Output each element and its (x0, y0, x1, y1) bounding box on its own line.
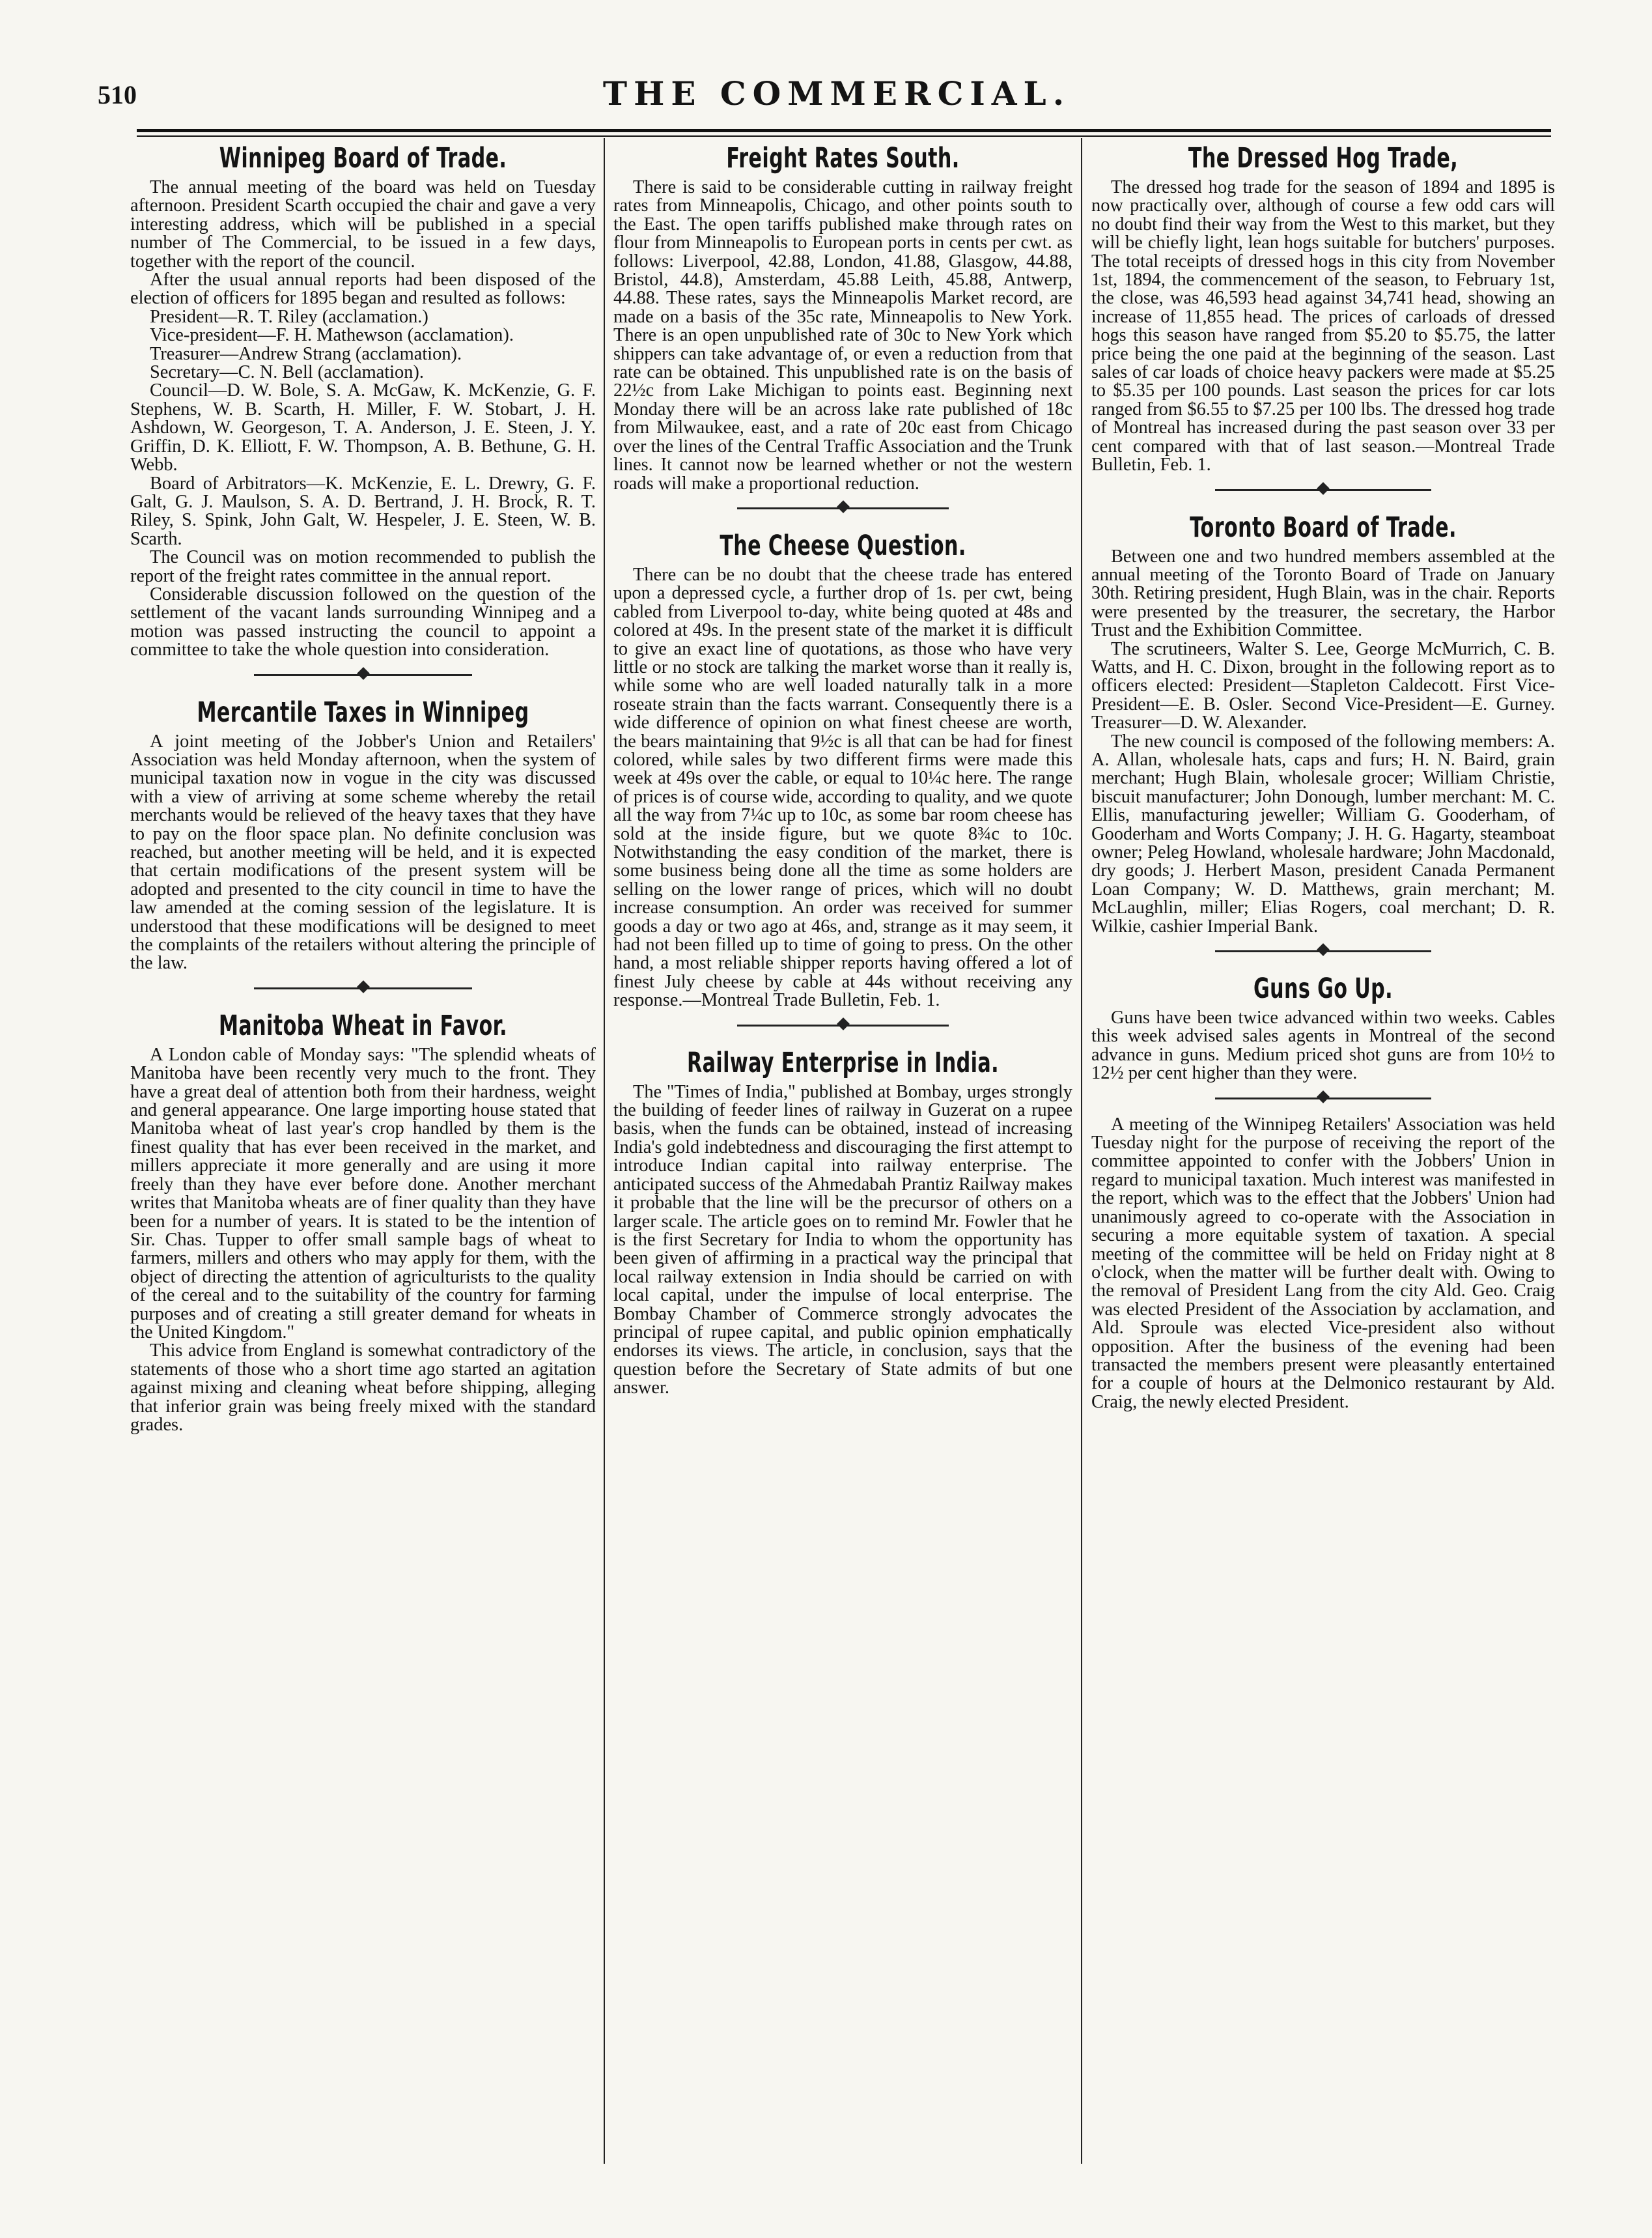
article-winnipeg-retailers-meeting (1091, 1116, 1555, 1412)
paragraph: The annual meeting of the board was held on Tuesday afternoon. President Scarth occupied the chair and gave a very interesting address, which will be published in a special number of The Commercial, to be issued in a few days, together with the report of the council. (130, 177, 596, 272)
article-cheese-question (613, 530, 1072, 1010)
article-title: Railway Enterprise in India. (687, 1046, 999, 1079)
article-title: Manitoba Wheat in Favor. (218, 1009, 508, 1042)
paragraph: Board of Arbitrators—K. McKenzie, E. L. Drewry, G. F. Galt, G. J. Maulson, S. A. D. Bertrand, J. H. Brock, R. T. Riley, S. Spink, John Galt, W. Hespeler, J. E. Steen, W. B. Scarth. (130, 473, 596, 549)
article-title: The Dressed Hog Trade, (1188, 142, 1459, 175)
article-title: Toronto Board of Trade. (1190, 511, 1457, 544)
article-railway-enterprise-india (613, 1047, 1072, 1398)
article-title: The Cheese Question. (720, 529, 966, 562)
page-number: 510 (98, 80, 137, 109)
paragraph: Vice-president—F. H. Mathewson (acclamation). (150, 325, 514, 346)
section-separator (1091, 936, 1555, 969)
paragraph: After the usual annual reports had been disposed of the election of officers for 1895 began and resulted as follows: (130, 270, 596, 309)
article-freight-rates-south (613, 142, 1072, 493)
paragraph: Guns have been twice advanced within two weeks. Cables this week advised sales agents in Montreal of the second advance in guns. Medium priced shot guns are from 10½ to 12½ per cent higher than they were. (1091, 1008, 1555, 1084)
paragraph: This advice from England is somewhat contradictory of the statements of those who a short time ago started an agitation against mixing and cleaning wheat before shipping, alleging that inferior grain was being freely mixed with the standard grades. (130, 1340, 596, 1435)
paragraph: Council—D. W. Bole, S. A. McGaw, K. McKenzie, G. F. Stephens, W. B. Scarth, H. Miller, F. W. Stobart, J. H. Ashdown, W. Georgeson, T. A. Anderson, J. E. Steen, J. Y. Griffin, D. K. Elliott, F. W. Thompson, A. B. Bethune, G. H. Webb. (130, 380, 596, 475)
article-title: Guns Go Up. (1253, 972, 1393, 1006)
paragraph: A joint meeting of the Jobber's Union and Retailers' Association was held Monday afternoon, when the system of municipal taxation now in vogue in the city was discussed with a view of arriving at some scheme whereby the retail merchants would be relieved of the heavy taxes that they have to pay on the floor space plan. No definite conclusion was reached, but another meeting will be held, and it is expected that certain modifications of the present system will be adopted and presented to the city council in time to have the law amended at the coming session of the legislature. It is understood that these modifications will be designed to meet the complaints of the retailers without altering the principle of the law. (130, 731, 596, 974)
header-rule (137, 129, 1551, 132)
article-toronto-board-of-trade (1091, 511, 1555, 937)
section-separator (613, 493, 1072, 526)
paragraph: A London cable of Monday says: "The splendid wheats of Manitoba have been recently very much to the front. They have a great deal of attention both from their hardness, weight and general appearance. One large importing house stated that Manitoba wheat of last year's crop handled by them is the finest quality that has ever been received in the market, and millers appreciate it more generally and are using it more freely than they have ever before done. Another merchant writes that Manitoba wheats are of finer quality than they have been for a number of years. It is stated to be the intention of Sir. Chas. Tupper to offer small sample bags of wheat to farmers, millers and others who may apply for them, with the object of directing the attention of agriculturists to the quality of the cereal and to the suitability of the country for farming purposes and of creating a still greater demand for wheats in the United Kingdom." (130, 1044, 596, 1342)
section-separator (130, 973, 596, 1006)
paragraph: Between one and two hundred members assembled at the annual meeting of the Toronto Board of Trade on January 30th. Retiring president, Hugh Blain, was in the chair. Reports were presented by the treasurer, the secretary, the Harbor Trust and the Exhibition Committee. (1091, 546, 1555, 641)
paragraph: The new council is composed of the following members: A. A. Allan, wholesale hats, caps and furs; H. N. Baird, grain merchant; Hugh Blain, wholesale grocer; William Christie, biscuit manufacturer; John Donough, lumber merchant: M. C. Ellis, manufacturing jeweller; William G. Gooderham, of Gooderham and Worts Company; J. H. G. Hagarty, steamboat owner; Peleg Howland, wholesale hardware; John Macdonald, dry goods; J. Herbert Mason, president Canada Permanent Loan Company; W. D. Matthews, grain merchant; M. McLaughlin, miller; Elias Rogers, coal merchant; D. R. Wilkie, cashier Imperial Bank. (1091, 731, 1555, 937)
paragraph: The scrutineers, Walter S. Lee, George McMurrich, C. B. Watts, and H. C. Dixon, brought in the following report as to officers elected: President—Stapleton Caldecott. First Vice-President—E. B. Osler. Second Vice-President—E. Gurney. Treasurer—D. W. Alexander. (1091, 638, 1555, 733)
section-separator (1091, 1083, 1555, 1116)
article-winnipeg-board-of-trade (130, 142, 596, 660)
section-separator (613, 1010, 1072, 1043)
article-title: Mercantile Taxes in Winnipeg (197, 696, 529, 729)
column-divider (1081, 138, 1082, 2164)
article-guns-go-up (1091, 972, 1555, 1083)
header-rule-thin (137, 135, 1551, 137)
article-manitoba-wheat (130, 1010, 596, 1435)
article-mercantile-taxes (130, 696, 596, 973)
column-divider (604, 138, 605, 2164)
paragraph: The "Times of India," published at Bombay, urges strongly the building of feeder lines of railway in Guzerat on a rupee basis, when the funds can be obtained, instead of increasing India's gold indebtedness and discouraging the first attempt to introduce Indian capital into railway enterprise. The anticipated success of the Ahmedabah Prantiz Railway makes it probable that the line will be the precursor of others on a larger scale. The article goes on to remind Mr. Fowler that he is the first Secretary for India to whom the opportunity has been given of affirming in a practical way the principal that local railway extension in India should be carried on with local capital, under the impulse of local enterprise. The Bombay Chamber of Commerce strongly advocates the principal of rupee capital, and public opinion emphatically endorses its views. The article, in conclusion, says that the question before the Secretary of State admits of but one answer. (613, 1081, 1072, 1398)
column-2 (613, 138, 1072, 1398)
column-3 (1091, 138, 1555, 1411)
section-separator (130, 660, 596, 692)
paragraph: Treasurer—Andrew Strang (acclamation). (150, 343, 462, 364)
paragraph: The Council was on motion recommended to publish the report of the freight rates committee in the annual report. (130, 547, 596, 586)
paragraph: A meeting of the Winnipeg Retailers' Association was held Tuesday night for the purpose of receiving the report of the committee appointed to confer with the Jobbers' Union in regard to municipal taxation. Much interest was manifested in the report, which was to the effect that the Jobbers' Union had unanimously agreed to co-operate with the Association in securing a more equitable system of taxation. A special meeting of the committee will be held on Friday night at 8 o'clock, when the matter will be further dealt with. Owing to the removal of President Lang from the city Ald. Geo. Craig was elected President of the Association by acclamation, and Ald. Sproule was elected Vice-president also without opposition. After the business of the evening had been transacted the members present were pleasantly entertained for a couple of hours at the Delmonico restaurant by Ald. Craig, the newly elected President. (1091, 1114, 1555, 1412)
paragraph: Considerable discussion followed on the question of the settlement of the vacant lands surrounding Winnipeg and a motion was passed instructing the council to appoint a committee to take the whole question into consideration. (130, 584, 596, 660)
paragraph: There is said to be considerable cutting in railway freight rates from Minneapolis, Chicago, and other points south to the East. The open tariffs published make through rates on flour from Minneapolis to European ports in cents per cwt. as follows: Liverpool, 42.88, London, 41.88, Glasgow, 44.88, Bristol, 44.8), Amsterdam, 45.88 Leith, 45.88, Antwerp, 44.88. These rates, says the Minneapolis Market record, are made on a basis of the 35c rate, Minneapolis to New York. There is an open unpublished rate of 30c to New York which shippers can take advantage of, or even a reduction from that rate can be obtained. This unpublished rate is on the basis of 22½c from Lake Michigan to points east. Beginning next Monday there will be an across lake rate published of 18c from Milwaukee, east, and a rate of 20c east from Chicago over the lines of the Central Traffic Association and the Trunk lines. It cannot now be learned whether or not the western roads will make a proportional reduction. (613, 177, 1072, 494)
column-1 (130, 138, 596, 1434)
article-title: Winnipeg Board of Trade. (219, 142, 507, 175)
masthead (98, 72, 1576, 124)
newspaper-title: THE COMMERCIAL. (602, 74, 1071, 113)
paragraph: The dressed hog trade for the season of 1894 and 1895 is now practically over, although of course a few odd cars will no doubt find their way from the West to this market, but they will be chiefly light, lean hogs suitable for butchers' purposes. The total receipts of dressed hogs in this city from November 1st, 1894, the commencement of the season, to February 1st, the close, was 46,593 head against 34,741 head, showing an increase of 11,855 head. The prices of carloads of dressed hogs this season have ranged from $5.20 to $5.75, the latter price being the one paid at the beginning of the season. Last sales of car loads of choice heavy packers were made at $5.25 to $5.35 per 100 pounds. Last season the prices for car lots ranged from $6.55 to $7.25 per 100 lbs. The dressed hog trade of Montreal has increased during the past season over 33 per cent compared with that of last season.—Montreal Trade Bulletin, Feb. 1. (1091, 177, 1555, 475)
section-separator (1091, 475, 1555, 507)
article-title: Freight Rates South. (726, 142, 960, 175)
paragraph: There can be no doubt that the cheese trade has entered upon a depressed cycle, a further drop of 1s. per cwt, being cabled from Liverpool to-day, white being quoted at 48s and colored at 49s. In the present state of the market it is difficult to give an exact line of quotations, as those who have very little or no stock are talking the market worse than it really is, while some who are well loaded naturally talk in a more roseate strain than the facts warrant. Consequently there is a wide difference of opinion on what finest cheese are worth, the bears maintaining that 9½c is all that can be had for finest colored, while sales by two different firms were made this week at 49s over the cable, or equal to 10¼c here. The range of prices is of course wide, according to quality, and we quote all the way from 7¼c up to 10c, as some bar room cheese has sold at the inside figure, but we quote 8¾c to 10c. Notwithstanding the easy condition of the market, there is some business being done all the time as some holders are selling on the lower range of prices, which will no doubt increase consumption. An order was received for summer goods a day or two ago at 46s, and, strange as it may seem, it had not been filled up to time of going to press. On the other hand, a most reliable shipper reports having offered a lot of finest July cheese by cable at 44s without receiving any response.—Montreal Trade Bulletin, Feb. 1. (613, 564, 1072, 1011)
paragraph: President—R. T. Riley (acclamation.) (150, 306, 428, 327)
article-dressed-hog-trade (1091, 142, 1555, 475)
paragraph: Secretary—C. N. Bell (acclamation). (150, 362, 424, 383)
